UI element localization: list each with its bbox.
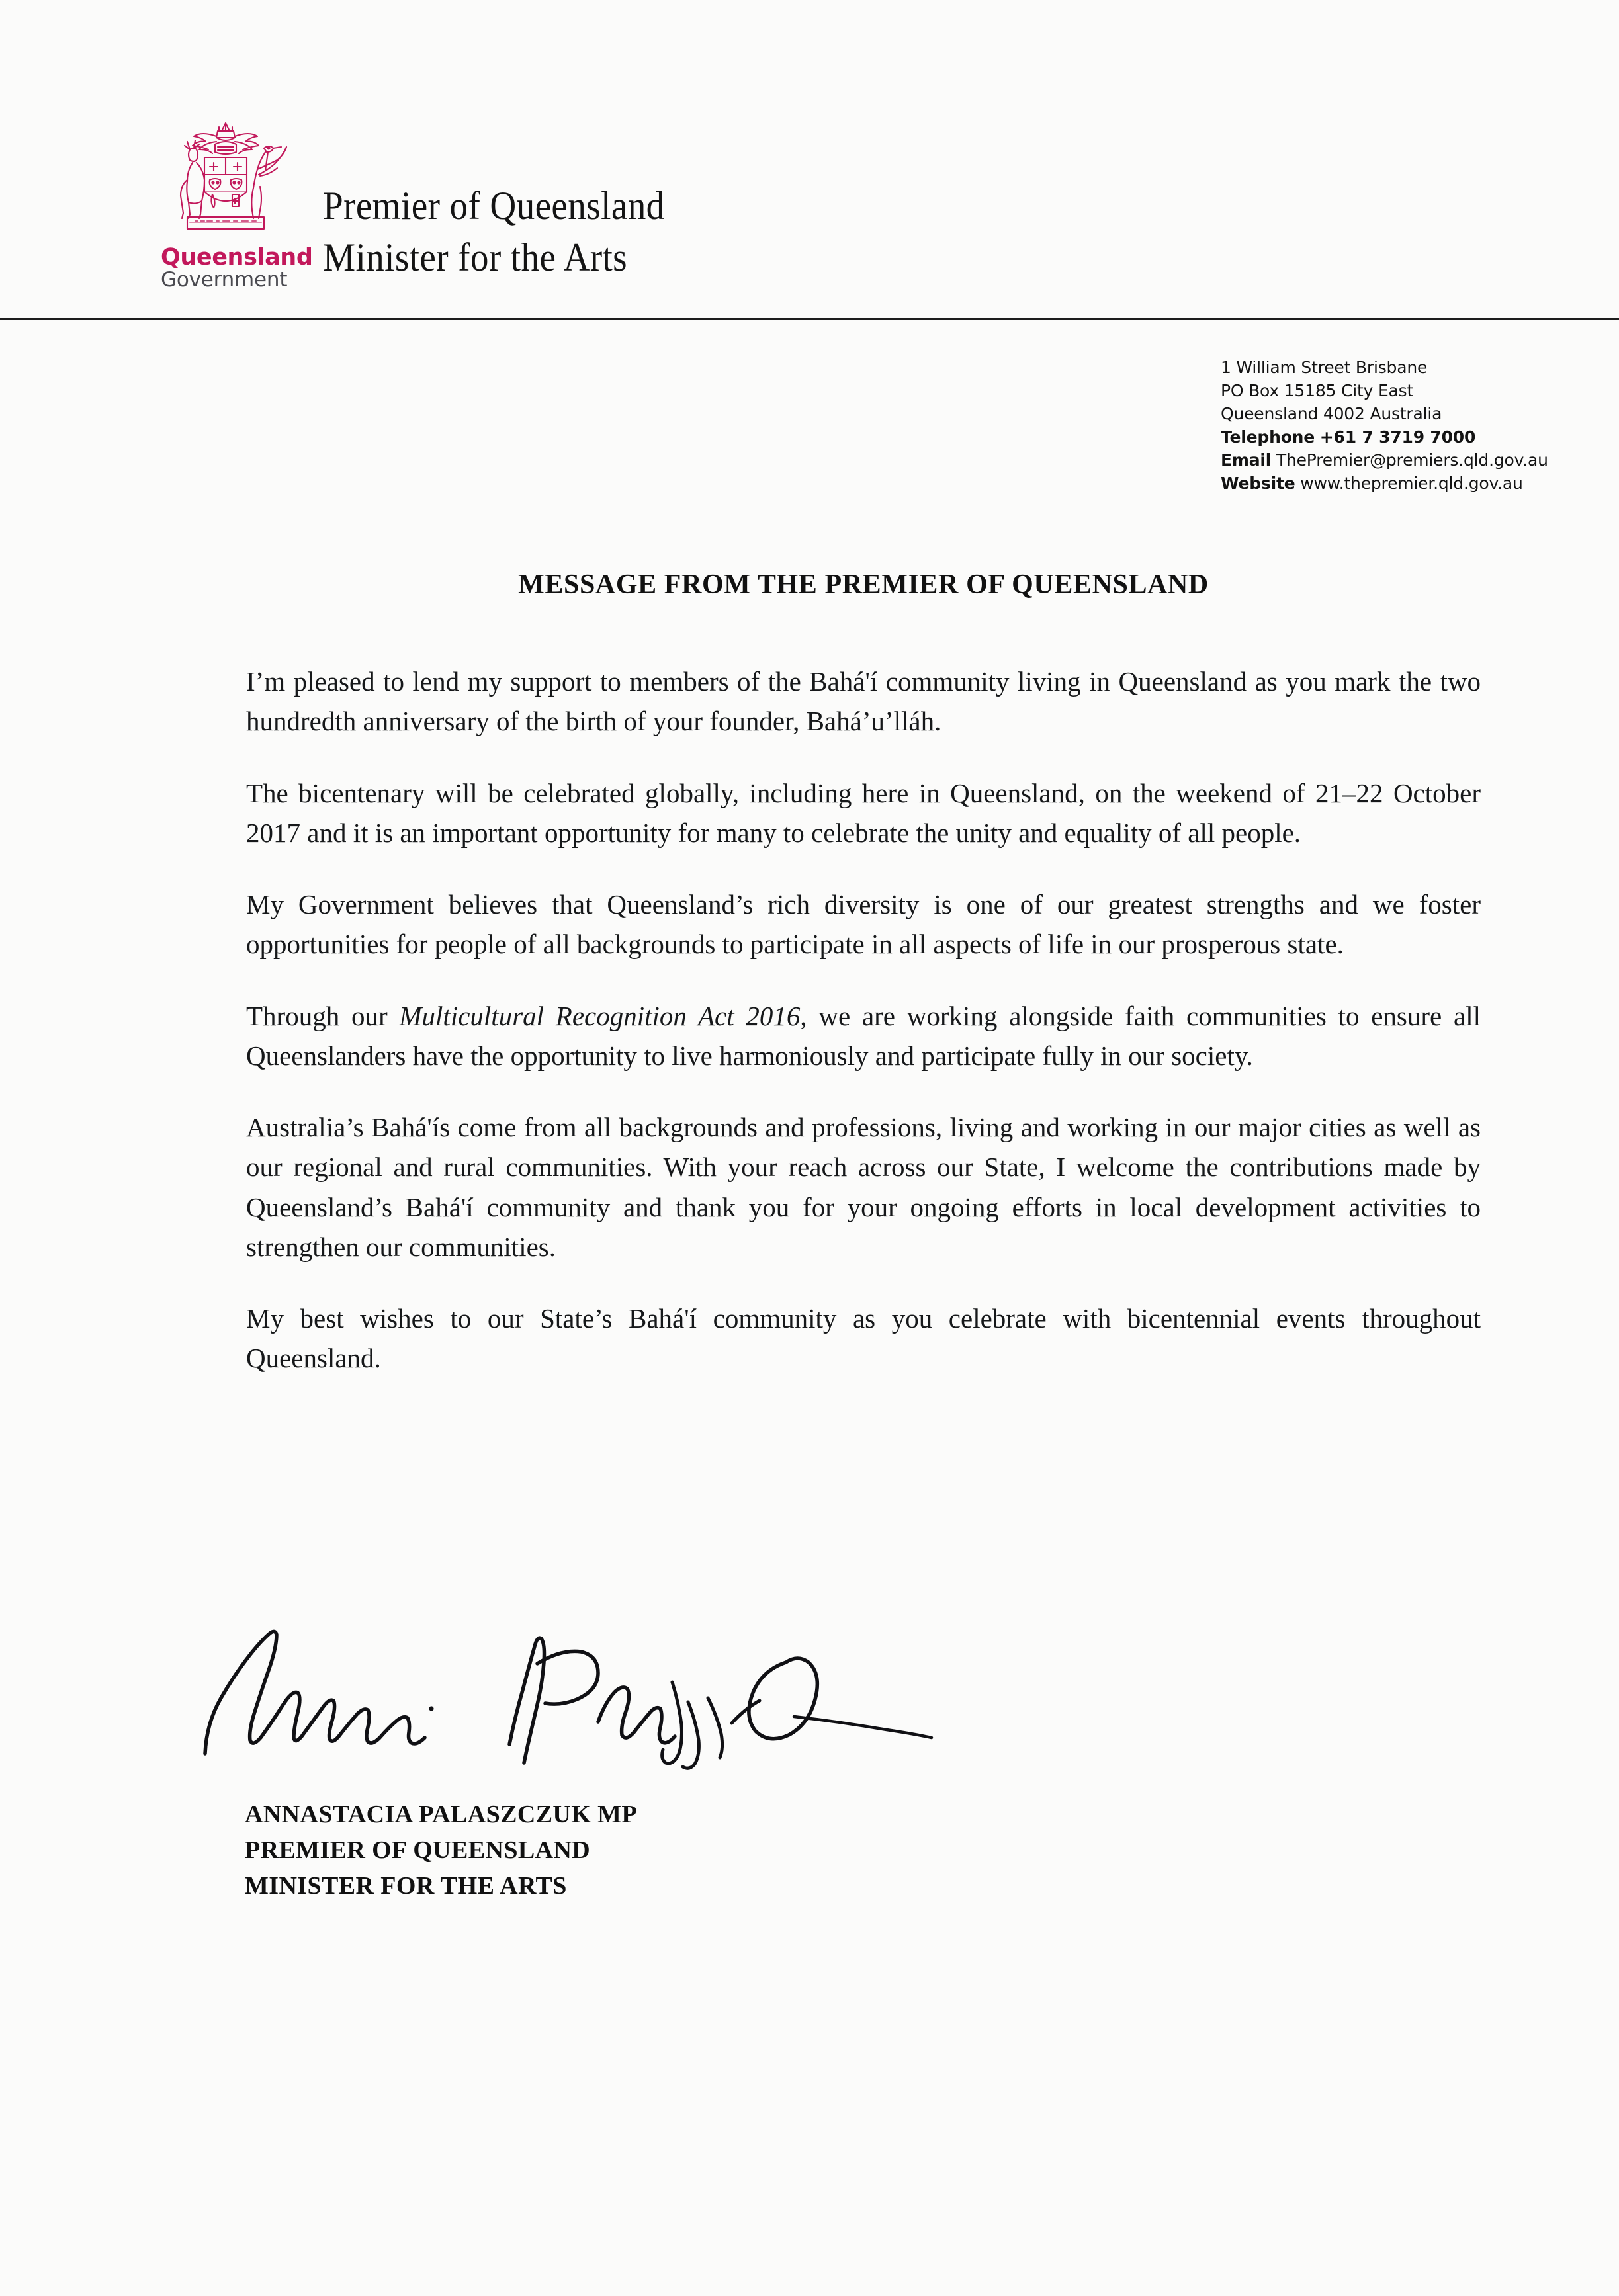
contact-details — [1221, 356, 1548, 495]
website-value[interactable]: www.thepremier.qld.gov.au — [1300, 474, 1523, 493]
government-wordmark — [161, 244, 313, 292]
contact-telephone — [1221, 425, 1548, 448]
paragraph-2: The bicentenary will be celebrated globally, including here in Queensland, on the weekend of 21–22 October 2017 and it is an important opportunity for many to celebrate the unity and equality of all people. — [246, 777, 1481, 848]
coat-of-arms-icon — [161, 114, 290, 246]
signatory-details — [245, 1797, 992, 1904]
email-value[interactable]: ThePremier@premiers.qld.gov.au — [1276, 450, 1548, 470]
paragraph-6: My best wishes to our State’s Bahá'í community as you celebrate with bicentennial events throughout Queensland. — [246, 1303, 1481, 1374]
act-title-italic: Multicultural Recognition Act 2016 — [399, 1000, 801, 1031]
queensland-government-logo — [161, 114, 313, 292]
email-label: Email — [1221, 450, 1272, 470]
wordmark-queensland: Queensland — [161, 244, 313, 271]
letter-body — [246, 569, 1481, 1379]
letterhead-divider — [0, 318, 1619, 320]
contact-address-line-3: Queensland 4002 Australia — [1221, 404, 1442, 423]
contact-address-line-1: 1 William Street Brisbane — [1221, 358, 1428, 377]
telephone-value: +61 7 3719 7000 — [1319, 427, 1476, 446]
contact-address-line-2: PO Box 15185 City East — [1221, 381, 1414, 400]
signatory-name: ANNASTACIA PALASZCZUK MP — [245, 1801, 638, 1828]
office-title-minister: Minister for the Arts — [323, 235, 628, 279]
signatory-role-minister: MINISTER FOR THE ARTS — [245, 1871, 567, 1900]
wordmark-government: Government — [161, 267, 288, 292]
paragraph-5: Australia’s Bahá'ís come from all backgrounds and professions, living and working in our major cities as well as our regional and rural communities. With your reach across our State, I welcome the contributions made by Queensland’s Bahá'í community and thank you for your ongoing efforts in local development activities to strengthen our communities. — [246, 1112, 1481, 1262]
contact-email — [1221, 448, 1548, 472]
letterhead-titles — [323, 180, 695, 283]
office-title-premier: Premier of Queensland — [323, 184, 665, 228]
paragraph-3: My Government believes that Queensland’s rich diversity is one of our greatest strengths and we foster opportunities for people of all backgrounds to participate in all aspects of life in our prosperous state. — [246, 889, 1481, 960]
telephone-label: Telephone — [1221, 427, 1315, 446]
website-label: Website — [1221, 474, 1295, 493]
paragraph-4-lead: Through our — [246, 1000, 400, 1031]
handwritten-signature-icon — [198, 1624, 940, 1776]
letterhead — [0, 0, 1619, 319]
signature-block — [198, 1624, 992, 1904]
paragraph-4 — [246, 996, 1481, 1076]
contact-website — [1221, 472, 1548, 495]
signatory-role-premier: PREMIER OF QUEENSLAND — [245, 1836, 591, 1864]
paragraph-4-tail: , we are working alongside faith communities to ensure all Queenslanders have the opportunity to live harmoniously and participate fully in our society. — [246, 1000, 1481, 1071]
paragraph-1: I’m pleased to lend my support to members of the Bahá'í community living in Queensland as you mark the two hundredth anniversary of the birth of your founder, Bahá’u’lláh. — [246, 666, 1481, 737]
page-title: MESSAGE FROM THE PREMIER OF QUEENSLAND — [518, 570, 1209, 600]
